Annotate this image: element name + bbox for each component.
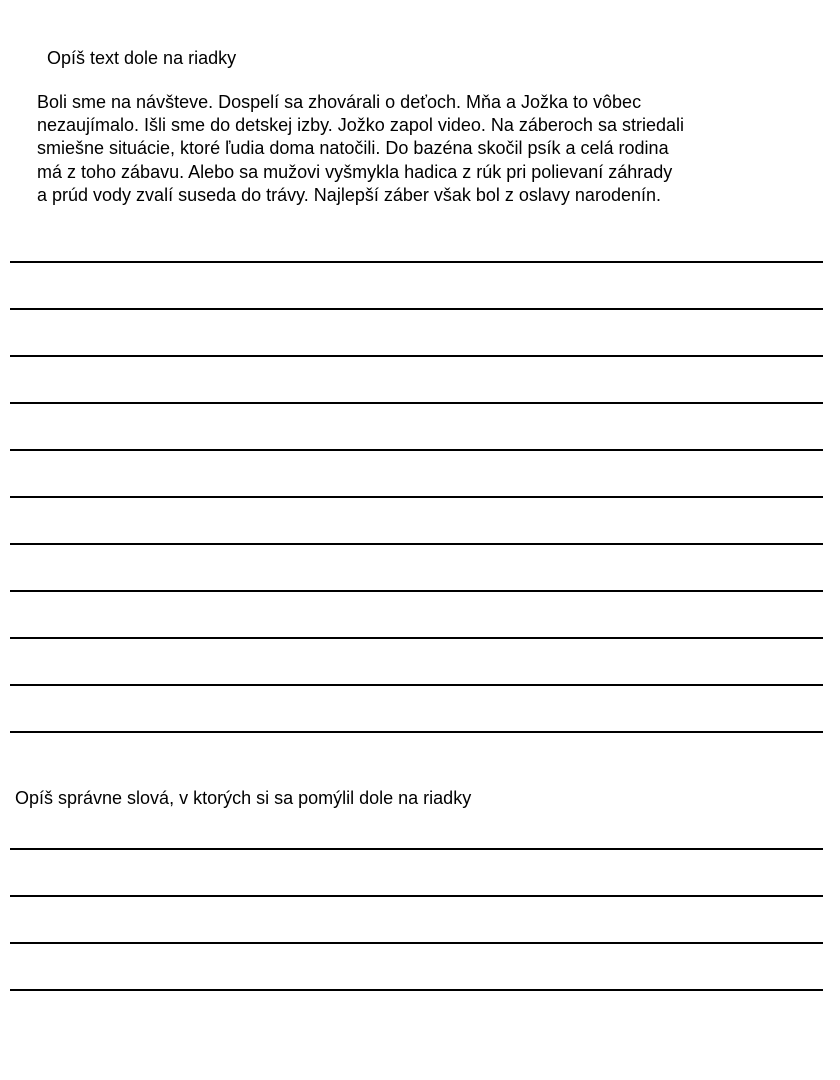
- paragraph-line: Boli sme na návšteve. Dospelí sa zhovárali o deťoch. Mňa a Jožka to vôbec: [37, 92, 642, 112]
- writing-line: [10, 355, 823, 357]
- task1-instruction: Opíš text dole na riadky: [47, 48, 237, 68]
- paragraph-line: a prúd vody zvalí suseda do trávy. Najlepší záber však bol z oslavy narodenín.: [37, 184, 661, 205]
- writing-line: [10, 731, 823, 733]
- writing-line: [10, 261, 823, 263]
- writing-line: [10, 308, 823, 310]
- writing-line: [10, 590, 823, 592]
- writing-line: [10, 449, 823, 451]
- paragraph-line: smiešne situácie, ktoré ľudia doma natočili. Do bazéna skočil psík a celá rodina: [37, 138, 669, 159]
- writing-line: [10, 942, 823, 944]
- writing-line: [10, 989, 823, 991]
- writing-line: [10, 895, 823, 897]
- writing-line: [10, 848, 823, 850]
- paragraph-line: nezaujímalo. Išli sme do detskej izby. Jožko zapol video. Na záberoch sa striedali: [37, 115, 684, 136]
- writing-line: [10, 684, 823, 686]
- task2-instruction: Opíš správne slová, v ktorých si sa pomýlil dole na riadky: [15, 788, 472, 808]
- writing-line: [10, 637, 823, 639]
- writing-line: [10, 496, 823, 498]
- paragraph-line: má z toho zábavu. Alebo sa mužovi vyšmykla hadica z rúk pri polievaní záhrady: [37, 161, 673, 182]
- copy-text-paragraph: [37, 91, 684, 207]
- writing-line: [10, 402, 823, 404]
- writing-line: [10, 543, 823, 545]
